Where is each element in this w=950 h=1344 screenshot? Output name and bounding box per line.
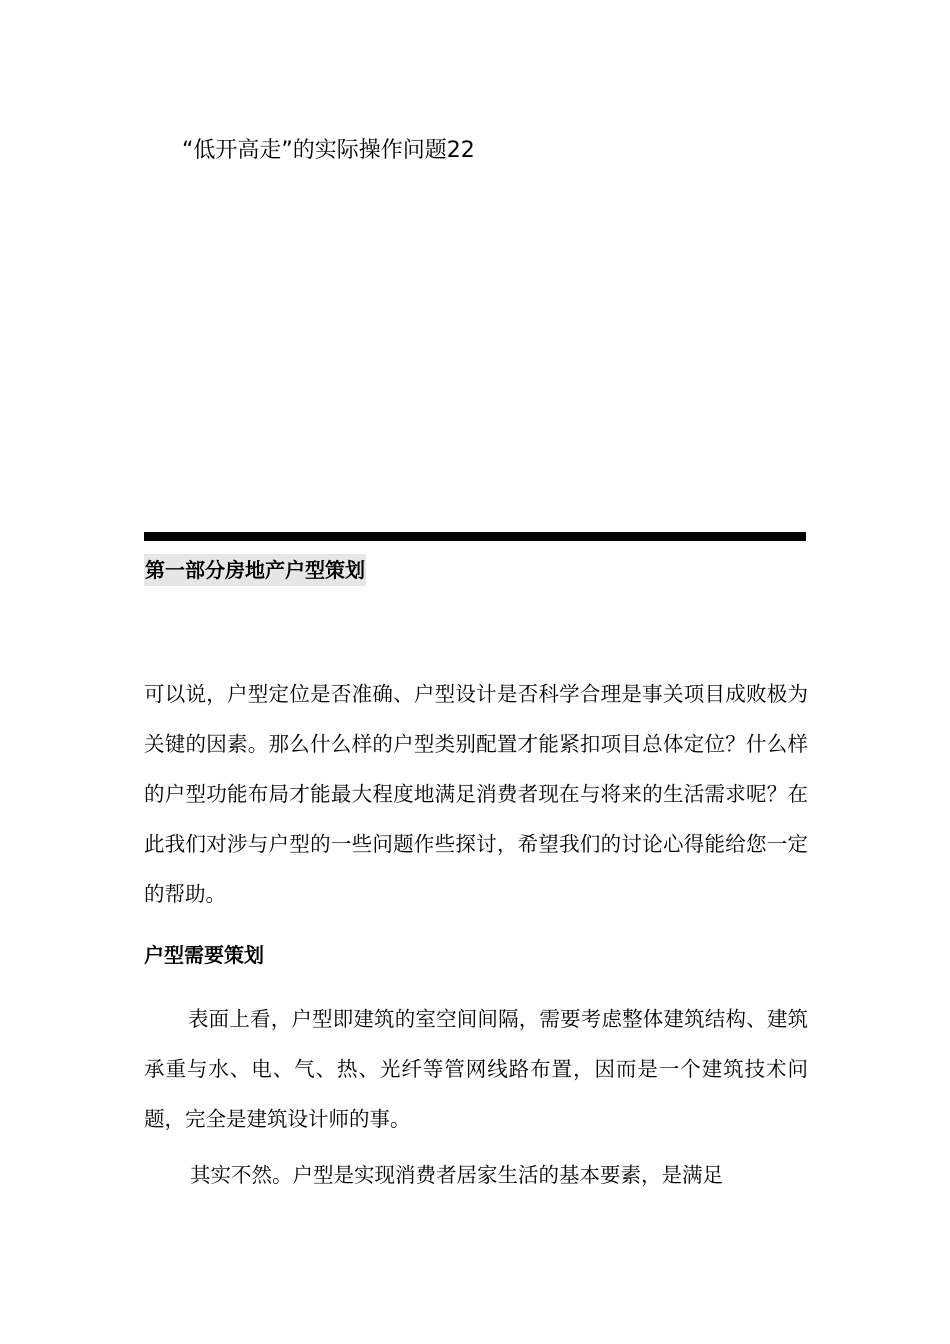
surface-paragraph: 表面上看，户型即建筑的室空间间隔，需要考虑整体建筑结构、建筑承重与水、电、气、热、光纤等管网线路布置，因而是一个建筑技术问题，完全是建筑设计师的事。	[144, 1007, 808, 1131]
intro-paragraph: 可以说，户型定位是否准确、户型设计是否科学合理是事关项目成败极为关键的因素。那么什么样的户型类别配置才能紧扣项目总体定位？什么样的户型功能布局才能最大程度地满足消费者现在与将来的生活需求呢？在此我们对涉与户型的一些问题作些探讨，希望我们的讨论心得能给您一定的帮助。	[144, 682, 808, 906]
toc-entry[interactable]: “低开高走”的实际操作问题22	[182, 138, 475, 163]
part-title: 第一部分房地产户型策划	[144, 554, 366, 586]
section-heading: 户型需要策划	[144, 943, 264, 967]
section-divider	[144, 532, 806, 541]
actually-paragraph: 其实不然。户型是实现消费者居家生活的基本要素，是满足	[190, 1163, 723, 1187]
